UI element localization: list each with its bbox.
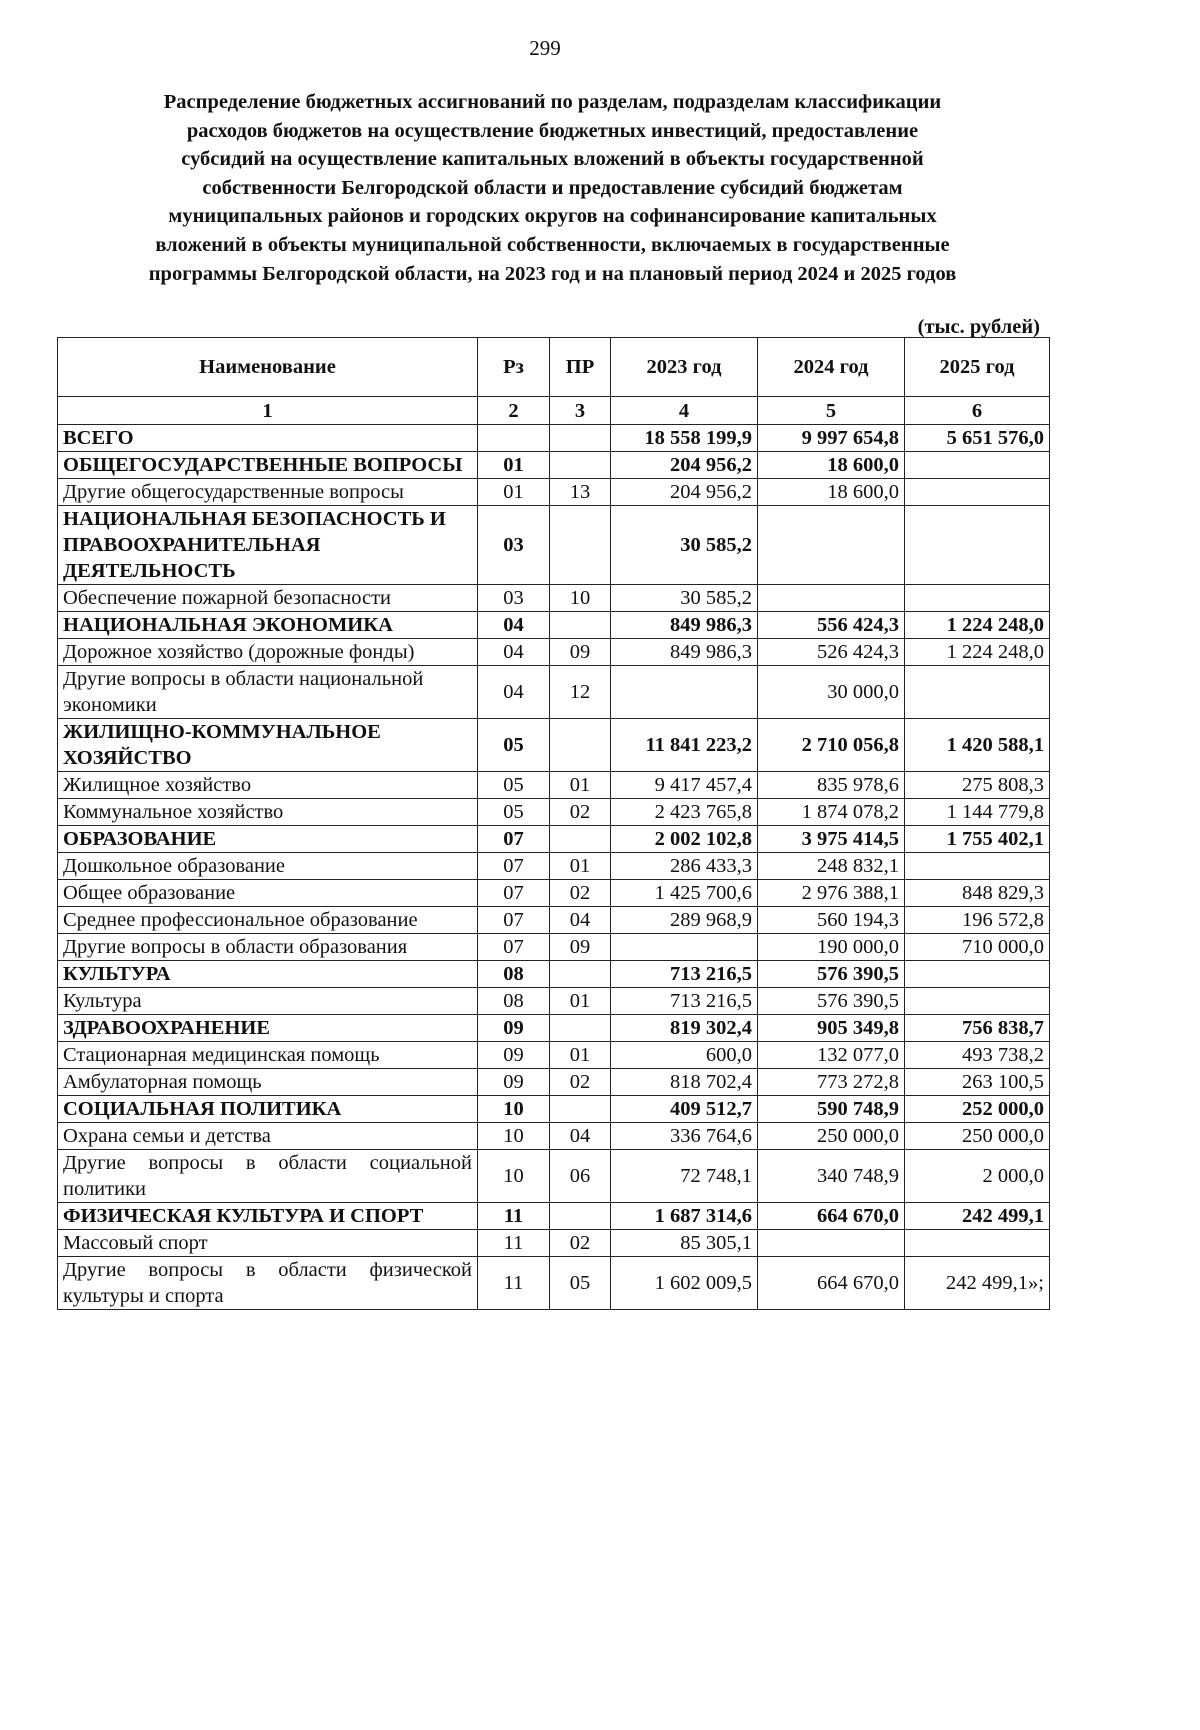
cell-2023: 18 558 199,9 [611,425,758,452]
cell-2023: 85 305,1 [611,1230,758,1257]
header-rz: Рз [478,338,550,397]
cell-2023: 72 748,1 [611,1150,758,1203]
cell-pr: 02 [550,1230,611,1257]
table-section-row [58,612,1050,639]
cell-2025: 242 499,1»; [905,1257,1050,1310]
cell-2025: 250 000,0 [905,1123,1050,1150]
cell-2023: 819 302,4 [611,1015,758,1042]
cell-2024: 190 000,0 [758,934,905,961]
cell-2025 [905,666,1050,719]
table-row [58,853,1050,880]
title-line: муниципальных районов и городских округов на софинансирование капитальных [168,205,937,228]
cell-name: Среднее профессиональное образование [58,907,478,934]
cell-pr [550,826,611,853]
cell-2023: 286 433,3 [611,853,758,880]
cell-2025: 493 738,2 [905,1042,1050,1069]
title-line: субсидий на осуществление капитальных вложений в объекты государственной [181,148,924,171]
table-row [58,585,1050,612]
cell-pr: 01 [550,988,611,1015]
cell-2024: 248 832,1 [758,853,905,880]
cell-2024: 576 390,5 [758,961,905,988]
cell-pr: 02 [550,1069,611,1096]
cell-rz: 09 [478,1042,550,1069]
cell-2025 [905,853,1050,880]
page-number: 299 [529,36,561,60]
table-row [58,799,1050,826]
cell-2024: 2 710 056,8 [758,719,905,772]
cell-2024: 18 600,0 [758,479,905,506]
header-2024: 2024 год [758,338,905,397]
cell-pr: 09 [550,934,611,961]
cell-2023: 1 425 700,6 [611,880,758,907]
cell-rz: 03 [478,585,550,612]
cell-pr: 04 [550,1123,611,1150]
cell-pr: 05 [550,1257,611,1310]
cell-pr [550,612,611,639]
cell-2025: 1 144 779,8 [905,799,1050,826]
table-section-row [58,719,1050,772]
cell-2024 [758,585,905,612]
cell-name: СОЦИАЛЬНАЯ ПОЛИТИКА [58,1096,478,1123]
cell-rz: 01 [478,479,550,506]
cell-pr: 02 [550,799,611,826]
cell-pr [550,961,611,988]
cell-name: Культура [58,988,478,1015]
cell-2023: 2 002 102,8 [611,826,758,853]
cell-name: Другие вопросы в области физической культуры и спорта [58,1257,478,1310]
cell-pr: 10 [550,585,611,612]
column-number: 3 [550,397,611,425]
cell-name: Стационарная медицинская помощь [58,1042,478,1069]
cell-2023: 204 956,2 [611,452,758,479]
cell-2025 [905,479,1050,506]
title-line: вложений в объекты муниципальной собственности, включаемых в государственные [155,233,950,256]
title-line: Распределение бюджетных ассигнований по разделам, подразделам классификации [163,91,942,113]
cell-rz: 09 [478,1069,550,1096]
cell-rz [478,425,550,452]
cell-2025: 1 420 588,1 [905,719,1050,772]
cell-pr [550,425,611,452]
table-row [58,934,1050,961]
cell-2025 [905,452,1050,479]
cell-2024: 773 272,8 [758,1069,905,1096]
column-number-row [58,397,1050,425]
cell-name: Общее образование [58,880,478,907]
cell-name: Другие вопросы в области социальной политики [58,1150,478,1203]
cell-2024: 1 874 078,2 [758,799,905,826]
cell-2023: 849 986,3 [611,639,758,666]
table-section-row [58,506,1050,585]
cell-name: Амбулаторная помощь [58,1069,478,1096]
cell-2024: 250 000,0 [758,1123,905,1150]
cell-2024: 18 600,0 [758,452,905,479]
cell-2025: 2 000,0 [905,1150,1050,1203]
cell-name: Другие общегосударственные вопросы [58,479,478,506]
header-2025: 2025 год [905,338,1050,397]
table-row [58,1150,1050,1203]
column-number: 1 [58,397,478,425]
units-label: (тыс. рублей) [917,316,1040,338]
cell-2023 [611,934,758,961]
cell-name: КУЛЬТУРА [58,961,478,988]
table-section-row [58,452,1050,479]
cell-2025: 252 000,0 [905,1096,1050,1123]
cell-rz: 03 [478,506,550,585]
table-section-row [58,826,1050,853]
cell-2024: 664 670,0 [758,1257,905,1310]
cell-2025 [905,1230,1050,1257]
title-line: собственности Белгородской области и предоставление субсидий бюджетам [202,176,903,199]
cell-2023: 2 423 765,8 [611,799,758,826]
cell-pr: 04 [550,907,611,934]
cell-rz: 09 [478,1015,550,1042]
cell-rz: 07 [478,826,550,853]
table-row [58,1123,1050,1150]
cell-2024: 30 000,0 [758,666,905,719]
table-section-row [58,1096,1050,1123]
cell-2024 [758,1230,905,1257]
cell-name: ОБЩЕГОСУДАРСТВЕННЫЕ ВОПРОСЫ [58,452,478,479]
cell-2024: 905 349,8 [758,1015,905,1042]
cell-name: ФИЗИЧЕСКАЯ КУЛЬТУРА И СПОРТ [58,1203,478,1230]
cell-name: НАЦИОНАЛЬНАЯ БЕЗОПАСНОСТЬ И ПРАВООХРАНИТЕЛЬНАЯ ДЕЯТЕЛЬНОСТЬ [58,506,478,585]
cell-2024: 9 997 654,8 [758,425,905,452]
cell-2024: 340 748,9 [758,1150,905,1203]
cell-2023: 1 687 314,6 [611,1203,758,1230]
column-number: 2 [478,397,550,425]
cell-pr: 01 [550,853,611,880]
header-name: Наименование [58,338,478,397]
cell-pr: 02 [550,880,611,907]
cell-2023: 30 585,2 [611,585,758,612]
cell-2023: 11 841 223,2 [611,719,758,772]
table-row [58,1230,1050,1257]
cell-rz: 01 [478,452,550,479]
cell-2023: 849 986,3 [611,612,758,639]
cell-2025: 275 808,3 [905,772,1050,799]
document-title [70,88,1035,288]
cell-rz: 07 [478,853,550,880]
cell-2023: 713 216,5 [611,988,758,1015]
cell-2025: 756 838,7 [905,1015,1050,1042]
cell-rz: 07 [478,907,550,934]
cell-2024: 664 670,0 [758,1203,905,1230]
cell-name: Коммунальное хозяйство [58,799,478,826]
cell-2023: 600,0 [611,1042,758,1069]
cell-pr: 01 [550,1042,611,1069]
cell-rz: 11 [478,1257,550,1310]
cell-2024: 560 194,3 [758,907,905,934]
cell-2023: 1 602 009,5 [611,1257,758,1310]
cell-rz: 11 [478,1203,550,1230]
cell-2023: 336 764,6 [611,1123,758,1150]
cell-rz: 04 [478,612,550,639]
cell-pr: 06 [550,1150,611,1203]
cell-name: Дорожное хозяйство (дорожные фонды) [58,639,478,666]
cell-2024: 2 976 388,1 [758,880,905,907]
cell-pr: 12 [550,666,611,719]
table-row [58,1257,1050,1310]
cell-2025 [905,506,1050,585]
cell-rz: 11 [478,1230,550,1257]
cell-name: ОБРАЗОВАНИЕ [58,826,478,853]
budget-table [57,337,1050,1310]
cell-rz: 08 [478,961,550,988]
cell-2025 [905,585,1050,612]
table-row [58,988,1050,1015]
table-row [58,1042,1050,1069]
cell-2025: 1 224 248,0 [905,612,1050,639]
cell-2024: 526 424,3 [758,639,905,666]
title-line: расходов бюджетов на осуществление бюджетных инвестиций, предоставление [186,119,919,142]
cell-2023: 289 968,9 [611,907,758,934]
cell-rz: 05 [478,772,550,799]
table-row [58,907,1050,934]
cell-2024: 132 077,0 [758,1042,905,1069]
cell-2025 [905,988,1050,1015]
cell-2024: 576 390,5 [758,988,905,1015]
column-number: 5 [758,397,905,425]
column-number: 6 [905,397,1050,425]
cell-name: Другие вопросы в области национальной экономики [58,666,478,719]
cell-name: Массовый спорт [58,1230,478,1257]
cell-rz: 08 [478,988,550,1015]
header-2023: 2023 год [611,338,758,397]
cell-2023: 204 956,2 [611,479,758,506]
cell-2025: 196 572,8 [905,907,1050,934]
cell-rz: 07 [478,880,550,907]
table-row [58,772,1050,799]
cell-pr [550,452,611,479]
cell-2025: 1 755 402,1 [905,826,1050,853]
cell-2024: 835 978,6 [758,772,905,799]
cell-2025 [905,961,1050,988]
cell-pr: 09 [550,639,611,666]
cell-name: ВСЕГО [58,425,478,452]
cell-name: Дошкольное образование [58,853,478,880]
cell-name: ЖИЛИЩНО-КОММУНАЛЬНОЕ ХОЗЯЙСТВО [58,719,478,772]
cell-rz: 10 [478,1096,550,1123]
cell-rz: 10 [478,1150,550,1203]
cell-rz: 05 [478,799,550,826]
cell-2023: 713 216,5 [611,961,758,988]
table-section-row [58,425,1050,452]
cell-pr [550,506,611,585]
table-section-row [58,1015,1050,1042]
cell-2024: 3 975 414,5 [758,826,905,853]
cell-pr [550,1096,611,1123]
cell-2024: 590 748,9 [758,1096,905,1123]
cell-name: ЗДРАВООХРАНЕНИЕ [58,1015,478,1042]
cell-2023: 9 417 457,4 [611,772,758,799]
cell-name: Жилищное хозяйство [58,772,478,799]
cell-name: Другие вопросы в области образования [58,934,478,961]
cell-2023: 818 702,4 [611,1069,758,1096]
column-number: 4 [611,397,758,425]
table-row [58,880,1050,907]
header-pr: ПР [550,338,611,397]
title-line: программы Белгородской области, на 2023 год и на плановый период 2024 и 2025 годов [148,262,957,285]
cell-name: Обеспечение пожарной безопасности [58,585,478,612]
cell-rz: 10 [478,1123,550,1150]
cell-rz: 04 [478,639,550,666]
cell-pr: 01 [550,772,611,799]
cell-name: Охрана семьи и детства [58,1123,478,1150]
cell-2024: 556 424,3 [758,612,905,639]
cell-name: НАЦИОНАЛЬНАЯ ЭКОНОМИКА [58,612,478,639]
table-section-row [58,1203,1050,1230]
cell-rz: 07 [478,934,550,961]
table-row [58,479,1050,506]
cell-rz: 04 [478,666,550,719]
cell-2025: 5 651 576,0 [905,425,1050,452]
table-row [58,666,1050,719]
cell-2025: 263 100,5 [905,1069,1050,1096]
cell-2024 [758,506,905,585]
cell-2023: 30 585,2 [611,506,758,585]
table-row [58,639,1050,666]
cell-2025: 848 829,3 [905,880,1050,907]
cell-pr: 13 [550,479,611,506]
table-header-row [58,338,1050,397]
table-section-row [58,961,1050,988]
cell-2023: 409 512,7 [611,1096,758,1123]
cell-pr [550,1203,611,1230]
cell-pr [550,1015,611,1042]
cell-2025: 1 224 248,0 [905,639,1050,666]
cell-pr [550,719,611,772]
cell-2025: 242 499,1 [905,1203,1050,1230]
table-row [58,1069,1050,1096]
cell-2025: 710 000,0 [905,934,1050,961]
cell-rz: 05 [478,719,550,772]
cell-2023 [611,666,758,719]
